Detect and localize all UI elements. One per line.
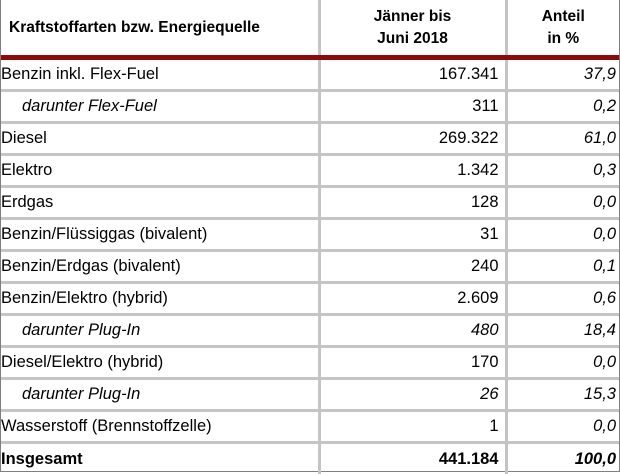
row-value: 1.342 — [319, 155, 506, 187]
table-row — [1, 347, 619, 379]
row-share: 0,1 — [506, 251, 619, 283]
row-share: 0,0 — [506, 187, 619, 219]
row-share: 0,2 — [506, 91, 619, 123]
row-label: Benzin/Erdgas (bivalent) — [1, 251, 319, 283]
row-share: 0,0 — [506, 411, 619, 443]
row-label: darunter Flex-Fuel — [1, 91, 319, 123]
table-row — [1, 219, 619, 251]
row-label: Erdgas — [1, 187, 319, 219]
total-label: Insgesamt — [1, 443, 319, 474]
row-label: Elektro — [1, 155, 319, 187]
row-label: Benzin/Elektro (hybrid) — [1, 283, 319, 315]
row-label: Diesel/Elektro (hybrid) — [1, 347, 319, 379]
row-label: darunter Plug-In — [1, 315, 319, 347]
row-value: 311 — [319, 91, 506, 123]
header-fuel-type: Kraftstoffarten bzw. Energiequelle — [1, 0, 319, 58]
header-period-line2: Juni 2018 — [321, 28, 505, 50]
row-label: Diesel — [1, 123, 319, 155]
row-label: Wasserstoff (Brennstoffzelle) — [1, 411, 319, 443]
row-label: darunter Plug-In — [1, 379, 319, 411]
row-value: 1 — [319, 411, 506, 443]
row-value: 240 — [319, 251, 506, 283]
table-row — [1, 123, 619, 155]
header-share — [506, 0, 619, 58]
row-share: 61,0 — [506, 123, 619, 155]
table-row — [1, 379, 619, 411]
table-row — [1, 315, 619, 347]
row-value: 26 — [319, 379, 506, 411]
header-share-line2: in % — [508, 28, 620, 50]
row-share: 0,0 — [506, 347, 619, 379]
row-share: 0,3 — [506, 155, 619, 187]
row-share: 0,6 — [506, 283, 619, 315]
header-period-line1: Jänner bis — [321, 6, 505, 28]
total-row — [1, 443, 619, 474]
fuel-type-registrations-table — [1, 0, 619, 474]
row-value: 480 — [319, 315, 506, 347]
total-share: 100,0 — [506, 443, 619, 474]
table-row — [1, 58, 619, 91]
row-label: Benzin inkl. Flex-Fuel — [1, 58, 319, 91]
row-value: 167.341 — [319, 58, 506, 91]
table-row — [1, 155, 619, 187]
row-value: 128 — [319, 187, 506, 219]
table-row — [1, 411, 619, 443]
row-value: 269.322 — [319, 123, 506, 155]
row-value: 31 — [319, 219, 506, 251]
row-share: 15,3 — [506, 379, 619, 411]
table-row — [1, 91, 619, 123]
total-value: 441.184 — [319, 443, 506, 474]
table-row — [1, 187, 619, 219]
row-share: 37,9 — [506, 58, 619, 91]
row-share: 0,0 — [506, 219, 619, 251]
row-value: 170 — [319, 347, 506, 379]
row-share: 18,4 — [506, 315, 619, 347]
row-label: Benzin/Flüssiggas (bivalent) — [1, 219, 319, 251]
table-row — [1, 283, 619, 315]
row-value: 2.609 — [319, 283, 506, 315]
header-period — [319, 0, 506, 58]
header-share-line1: Anteil — [508, 6, 620, 28]
header-row — [1, 0, 619, 58]
table-row — [1, 251, 619, 283]
